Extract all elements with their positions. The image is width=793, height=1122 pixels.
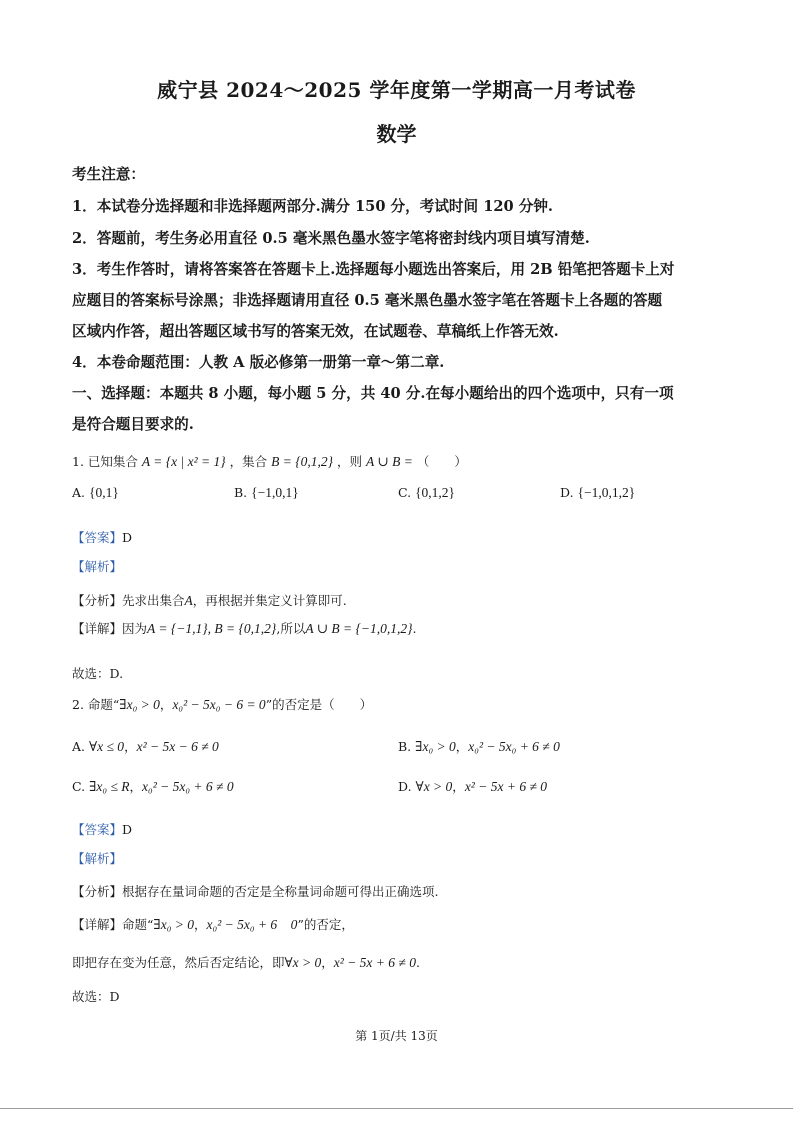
notice-item-2: 2．答题前，考生务必用直径 0.5 毫米黑色墨水签字笔将密封线内项目填写清楚. [72,230,590,247]
notice-item-3b: 应题目的答案标号涂黑；非选择题请用直径 0.5 毫米黑色墨水签字笔在答题卡上各题的答题 [72,292,663,309]
notice-item-3a: 3．考生作答时，请将答案答在答题卡上.选择题每小题选出答案后，用 2B 铅笔把答题卡上对 [72,261,675,278]
notice-heading: 考生注意： [72,166,145,183]
q1-conclusion: 故选：D. [72,666,124,681]
notice-item-4: 4．本卷命题范围：人教 A 版必修第一册第一章～第二章. [72,354,445,371]
q1-mid: ，集合 [229,454,268,469]
section-heading-line2: 是符合题目要求的. [72,416,194,433]
q2-detail: 【详解】命题“∃x₀ > 0，x₀² − 5x₀ + 6 0”的否定， [72,917,354,932]
page-title: 威宁县 2024～2025 学年度第一学期高一月考试卷 [157,78,636,102]
q2-option-c: C. ∃x₀ ≤ R，x₀² − 5x₀ + 6 ≠ 0 [72,779,234,794]
q2-option-d: D. ∀x > 0，x² − 5x + 6 ≠ 0 [398,779,547,794]
q1-option-d: D. {−1,0,1,2} [560,485,636,500]
q1-answer-value: D [122,530,133,545]
q1-set-a: A = {x | x² = 1} [141,454,226,469]
q1-paren: （ ） [416,454,467,469]
subject-title: 数学 [376,122,417,146]
q2-answer: 【答案】D [72,822,133,837]
notice-item-1: 1．本试卷分选择题和非选择题两部分.满分 150 分，考试时间 120 分钟. [72,198,554,215]
q1-answer-tag: 【答案】 [72,530,123,545]
q1-option-a: A. {0,1} [72,485,119,500]
q1-option-b: B. {−1,0,1} [234,485,299,500]
q1-option-c: C. {0,1,2} [398,485,456,500]
q1-union: A ∪ B = [366,454,413,469]
q1-mid2: ，则 [337,454,363,469]
bottom-divider [0,1108,793,1109]
page-footer: 第 1页/共 13页 [355,1029,438,1043]
q1-answer [72,528,132,546]
question-2-stem: 2. 命题“∃x₀ > 0，x₀² − 5x₀ − 6 = 0”的否定是（ ） [72,697,373,712]
question-1-stem [72,452,467,470]
q2-conclusion: 故选：D [72,989,120,1004]
q2-detail-line2: 即把存在变为任意，然后否定结论，即∀x > 0，x² − 5x + 6 ≠ 0. [72,955,420,970]
q1-analysis-tag: 【解析】 [72,559,123,574]
q2-option-b: B. ∃x₀ > 0，x₀² − 5x₀ + 6 ≠ 0 [398,739,560,754]
q1-set-b: B = {0,1,2} [271,454,334,469]
q1-detail: 【详解】因为A = {−1,1}, B = {0,1,2},所以A ∪ B = {−1,0,1,2}. [72,621,417,636]
q2-option-a: A. ∀x ≤ 0，x² − 5x − 6 ≠ 0 [72,739,219,754]
notice-item-3c: 区域内作答，超出答题区域书写的答案无效，在试题卷、草稿纸上作答无效. [72,323,559,340]
q2-fenxi: 【分析】根据存在量词命题的否定是全称量词命题可得出正确选项. [72,884,439,899]
q1-fenxi: 【分析】先求出集合A，再根据并集定义计算即可. [72,593,347,608]
section-heading-line1: 一、选择题：本题共 8 小题，每小题 5 分，共 40 分.在每小题给出的四个选项中，只有一项 [72,385,674,402]
q2-analysis-tag: 【解析】 [72,851,123,866]
q1-prefix: 1. 已知集合 [72,454,138,469]
